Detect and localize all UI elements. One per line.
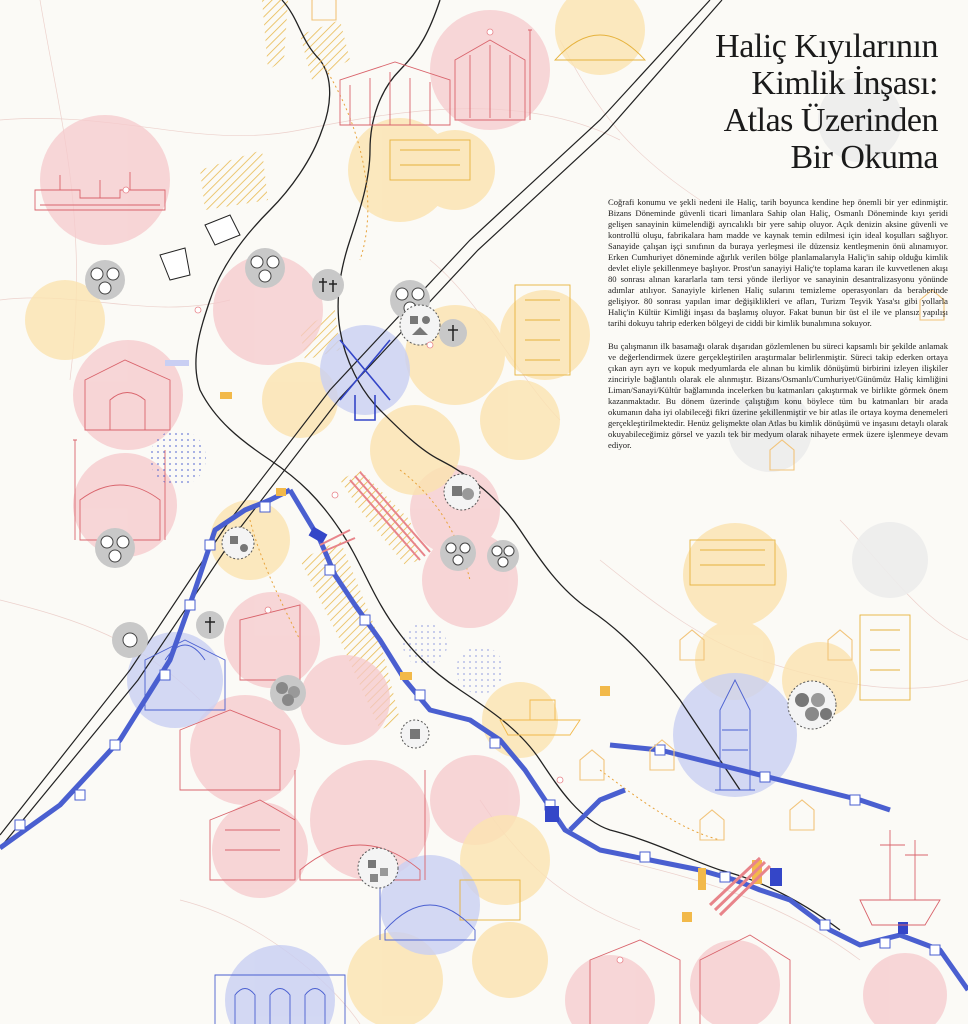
people-group-icon [245,248,285,288]
title-line: Haliç Kıyılarının [715,28,938,65]
cross-icon [196,611,224,639]
ship-icon [860,830,940,925]
shapes-icon [788,681,836,729]
shapes-icon [222,527,254,559]
shapes-icon [358,848,398,888]
people-group-icon [112,622,148,658]
cross-icon [439,319,467,347]
people-group-icon [440,535,476,571]
title-line: Kimlik İnşası: [751,65,938,102]
paragraph-method: Bu çalışmanın ilk basamağı olarak dışarıdan gözlemlenen bu süreci kapsamlı bir şekilde anlamak ve değerlendirmek üzere gerçekleştirilen araştırmalar belirlenmiştir. Süreci takip ederken ortaya çıkan ayrı ayrı ve kopuk medyumlarda ele alınan bu kimlik dönüşümü birbirini izleyen ilişkiler zinciriyle bağlantılı olarak ele alınmıştır. Bizans/Osmanlı/Cumhuriyet/Günümüz Haliç kimliğini Liman/Sanayi/Kültür bağlamında incelerken bu katmanları çakıştırmak ve birlikte görmek önem kazanmaktadır. Bu dönem üzerinde çalıştığım konu böylece tüm bu katmanları bir arada okumanın daha iyi olabileceği fikri üzerine şekillenmiştir ve bir atlas ile ortaya koyma denemeleri gerçekleştirilmektedir. Henüz gelişmekte olan Atlas bu kimlik dönüşümü ve inşasını detaylı olarak okuyabileceğimiz görsel ve yazılı tek bir medyum olarak nihayete ermek üzere işlenmeye devam ediyor. [608,341,948,450]
description-text [608,197,948,463]
shapes-icon [401,720,429,748]
shapes-icon [270,675,306,711]
people-group-icon [95,528,135,568]
cross-icon [312,269,344,301]
people-group-icon [85,260,125,300]
paragraph-history: Coğrafi konumu ve şekli nedeni ile Haliç, tarih boyunca kendine hep önemli bir yer edinmiştir. Bizans Döneminde güvenli ticari limanlara Sahip olan Haliç, Osmanlı Döneminde kıyı şeridi gelişen sanayinin kümelendiği ayrıcalıklı bir yere sahip oluyor. Açık denizin aksine güvenli ve kontrollü oluşu, fabrikalara ham madde ve kaynak temin edilmesi için ideal koşulları sağlıyor. Sanayide çalışan işçi sınıfının da buraya yerleşmesi ile düzensiz kentleşmenin önü alınamıyor. Erken Cumhuriyet döneminde ağırlık verilen bölge planlamalarıyla Haliç'in sahip olduğu kimlik devlet eliyle şekillenmeye başlıyor. Prost'un sanayiyi Haliç'te toplama kararı ile kuvvetlenen akışı 80 sonrası alınan kararlarla tam tersi yönde ilerliyor ve sanayinin desantralizasyonu yönünde adımlar atılıyor. Sanayiyle kirlenen Haliç sularını temizleme operasyonları da beraberinde gelişiyor. 80 sonrası yapılan imar değişiklikleri ve afları, Turizm Teşvik Yasa'sı gibi yollarla Haliç'in Kültür Kimliği inşası da başlamış oluyor. Fakat bunun bir üst el ile ve plansız yapılışı tarihi dokuyu tahrip ederken bölgeyi de ciddi bir kimlik bunalımına sokuyor. [608,197,948,328]
galata-bridge [710,858,770,915]
people-group-icon [487,540,519,572]
title-line: Bir Okuma [790,139,938,176]
title-line: Atlas Üzerinden [723,102,938,139]
water-shapes [160,215,240,280]
shapes-icon [400,305,440,345]
shapes-icon [444,474,480,510]
poster-title [638,28,938,176]
